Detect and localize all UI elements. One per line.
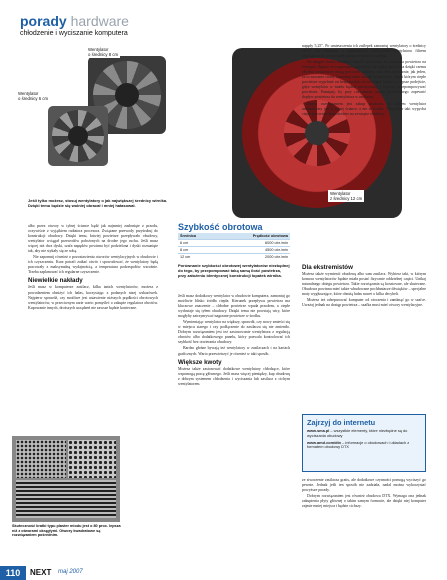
col3-paragraph-4: Możesz także wymienić obudowę albo sam zasilacz. Wybierz taki, w którym komora wentylatorów będzie miała postać fizycznie oddzielnej części. Unikaj naturalnego obiegu powietrza. Takie rozwiązania są kosztowne, ale skuteczne. Obudowa powinna mieć także wbudowane pochłaniacze dźwięków – specjalne maty wygłuszające, które obniżą hałas nawet o kilka decybeli. — [302, 272, 426, 297]
issue-date: maj 2007 — [58, 569, 83, 575]
column-2 — [178, 294, 290, 564]
col2-paragraph-2: Wymieniając wentylator na większy, sprawdź, czy nowy zmieści się w miejscu starego i czy podłączenie do zasilacza się nie zmieniło. Dobrym rozwiązaniem jest też zastosowanie wentylatora z regulacją obrotów albo dodatkowego panelu, który pozwala kontrolować ich szybkość bez otwierania obudowy. — [178, 320, 290, 345]
col2-paragraph-1: Jeśli masz dodatkowy wentylator w obudowie komputera, zamontuj go możliwie blisko źródła ciepła. Kierunek przepływu powietrza ma kluczowe znaczenie – chłodne powietrze wpada przodem, a ciepłe wydostaje się tyłem obudowy. Dzięki temu nie powstają wiry, które mogłyby zatrzymywać nagrzane powietrze w środku. — [178, 294, 290, 319]
speed-title: Szybkość obrotowa — [178, 222, 263, 232]
section-title — [20, 14, 220, 28]
column-3-bottom — [302, 478, 426, 566]
col3-paragraph-1: napędy 5,25". Po umieszczeniu ich zaślepek zamontuj wentylatory o średnicy 10-12 cm. Pamiętaj o konieczności zachowania wentylatora filtrem antykurzowym, a pozostałe miejsca metalową zasłoną. — [302, 44, 426, 59]
internet-link-2: www.amd.com/dtx – informacje o obudowach i układach z formatem obudowy DTX — [307, 439, 410, 450]
table-row: 12 cm 2000 obr./min — [180, 255, 288, 259]
col3-paragraph-7: Dobrym rozwiązaniem jest również obudowa DTX. Wymaga ona jednak zakupienia płyty głównej o takim samym formacie, ale dzięki niej komputer zajmie mniej miejsca i będzie cichszy. — [302, 494, 426, 509]
photo-caption: Jeśli tylko możesz, stosuj wentylatory o jak największej średnicy wirnika. Dzięki temu będzie się wolniej obracał i mniej hałasował. — [28, 198, 168, 208]
col3-paragraph-6: ze stworzenie zasilacza gratis, ale dodatkowe czynności pomogą wyciszyć go pewnie. Jednak jeśli ten sposób nie zadziała, nadal można wykorzystać powyższe porady. — [302, 478, 426, 493]
label-fan-8: Wentylator o średnicy 8 cm — [88, 47, 119, 57]
table-row: 8 cm 4500 obr./min — [180, 248, 288, 252]
heading-ekstremistow: Dla ekstremistów — [302, 264, 353, 271]
col2-paragraph-3: Bardzo głośne bywają też wentylatory w zasilaczach i na kartach graficznych. Warto przewietrzyć je również w taki sposób. — [178, 346, 290, 356]
col1-paragraph-3: Jeśli masz w komputerze zasilacz, kilka tanich wentylatorów, możesz z powodzeniem obniżyć ich hałas, korzystając z podanych nizej wskazówek. Najpierw sprawdź, czy możliwe jest ustawienie niższych prędkości obrotowych wentylatorów, w przeciwnym razie warto pomyśleć o zakupie regulatora obrotów. Kupowanie innych, droższych urządzeń nie zawsze będzie konieczne. — [28, 285, 158, 310]
col3-paragraph-5: Możesz też odseparować komputer od otoczenia i zamknąć go w szafce. Uważaj jednak na dostęp powietrza – szafka musi mieć otwory wentylacyjne. — [302, 298, 426, 308]
label-fan-12: Wentylator z średnicy 12 cm — [330, 191, 363, 201]
page-number: 110 — [0, 566, 26, 580]
col3-paragraph-2: Na drugim końcu obudowy umieść wentylator do usuwania powietrza na zewnątrz. Będzie on wspomagał prawidłowy przepływ powietrza dzięki czemu obydwa wentylatory mogą pracować wolniej i tak samo skutecznie, jak jeden, za to znacznie ciszej. Zamontuj także kanały do zasilacza, dzięki którym ciepłe powietrze wypchnie on bezpośrednio na zewnątrz. Będzie to lepsze podejście, gdyż wentylator w tunelu będzie intensywniej i szybciej przepompowywać powietrze. Pamiętaj, by przy rozważaniu tunelu powietrznego zapewnić dopływ powietrza do wentylatora w zasilaczu. — [302, 60, 426, 100]
column-1 — [28, 224, 158, 434]
link-url[interactable]: www.sma.pl — [307, 428, 330, 433]
link-url[interactable]: www.amd.com/dtx — [307, 439, 342, 445]
heading-wieksze: Większe kwoty — [178, 358, 222, 366]
speed-box — [178, 222, 290, 278]
label-fan-6: Wentylator o średnicy 6 cm — [18, 91, 49, 101]
table-header-speed: Prędkość obrotowa — [216, 233, 290, 240]
heading-niewielkie: Niewielkie nakłady — [28, 277, 83, 285]
table-row: 6 cm 6000 obr./min — [180, 241, 288, 245]
table-caption: Porównanie szybkości obrotowej wentylatorów niezbędnej do tego, by przepompować taką samą ilość powietrza, przy założeniu identycznej konstrukcji łopatek wirnika. — [178, 263, 290, 278]
col2-paragraph-4: Możesz także zastosować dodatkowe wentylatory chłodzące, które wspomogą pracę głównego. Jeśli masz więcej pieniędzy, kup obudowę z dobrym systemem chłodzenia i wyciszania lub zasilacz z cichym wentylatorem. — [178, 366, 290, 386]
column-3-lower — [302, 264, 426, 412]
section-label: porady — [20, 13, 67, 29]
footer — [0, 566, 447, 580]
internet-link-1: www.sma.pl – wszystkie elementy, które niezbędne są do wyciszania obudowy — [307, 428, 408, 438]
section-subtitle: chłodzenie i wyciszanie komputera — [20, 30, 128, 37]
internet-box-title: Zajrzyj do internetu — [307, 418, 376, 427]
fan-60-image — [48, 106, 108, 166]
table-header-diameter: Średnica — [178, 233, 216, 240]
internet-box — [302, 414, 426, 472]
column-3 — [302, 44, 426, 204]
grille-caption: Skuteczność kratki typu plaster miodu jest o 80 proc. lepsza niż z otworami okrągłymi. Otwory kwadratowe są rozwiązaniem pośrednim. — [12, 524, 121, 538]
grille-photo — [12, 436, 120, 522]
col1-paragraph-2: Nie zapomnij również o pozostawieniu otworów wentylacyjnych w obudowie i ich czyszczeniu. Kurz potrafi zatkać otwór i spowodować, że wentylatory będą pracowały z maksymalną wydajnością, a temperatura podzespołów wzrośnie. Trzeba zaplanować ich regularne czyszczenie. — [28, 255, 158, 275]
section-header — [20, 14, 220, 44]
col1-paragraph-1: albo przez otwory w tylnej ściance bądź jak najmniej zasłonięte z przodu, oczywiście z wyjątkiem radiatora procesora. Związane przewody przyśrubuj do konstrukcji obudowy. Dzięki temu, łatwiej powietrze przepływało obudowy, wentylator wciągał przewodów położonych na drodze jego ruchu. Jeśli masz więcej niż dwa dyski, szafa napędów powinna być podzielona i dyski rozsunięte tak, aby nie stykały się ze sobą. — [28, 224, 158, 254]
col3-paragraph-3: Innym rozwiązaniem jest zakup zasilacza, w którym wentylator umieszczony jest w tylnej ściance, a nie w środku. Wentylator taki wypycha ciepłe powietrze bezpośrednio na zewnątrz obudowy. — [302, 101, 426, 116]
section-accent: hardware — [70, 13, 129, 29]
magazine-name: NEXT — [30, 568, 52, 577]
speed-table — [178, 233, 290, 260]
